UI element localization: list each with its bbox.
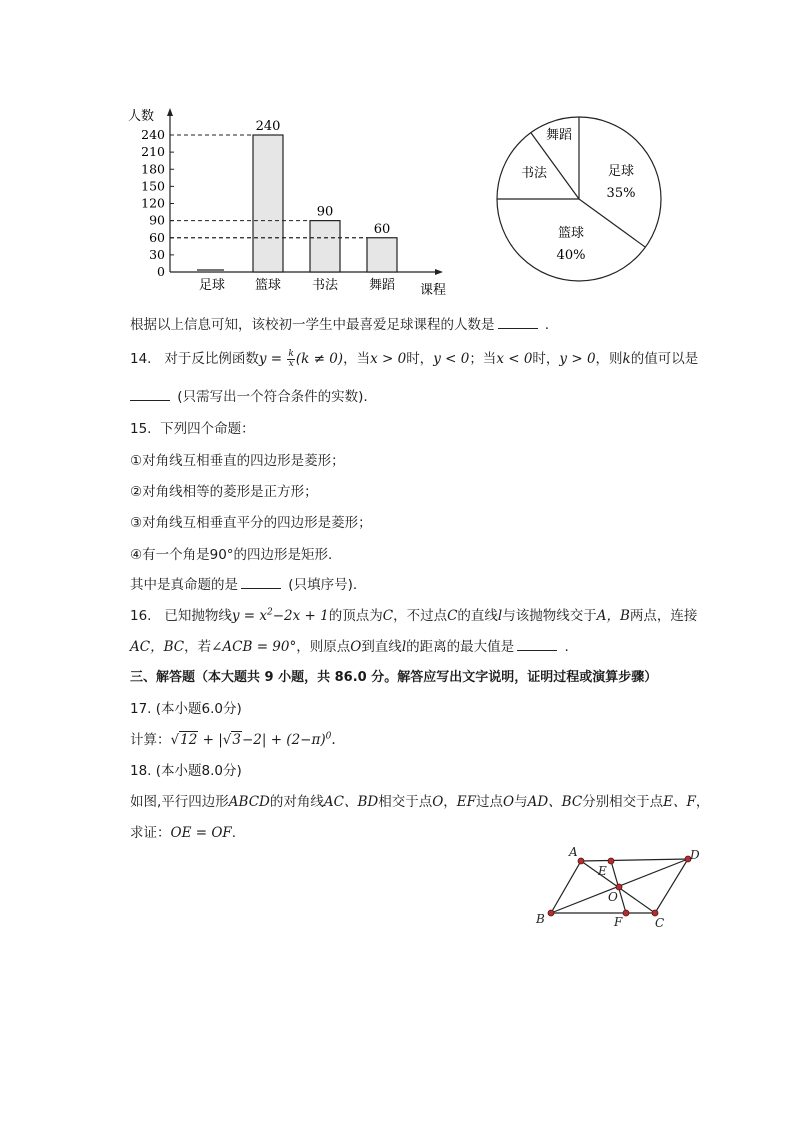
q14-text-e: 时， [532, 351, 560, 367]
label-e: E [598, 864, 607, 878]
q16-l2: l [401, 639, 407, 655]
q16-text-i: 到直线 [361, 639, 402, 655]
q16-AB: A，B [596, 608, 630, 624]
q15-item-4: ④有一个角是90°的四边形是矩形. [130, 547, 333, 563]
q16-text-j: 的距离的最大值是 [406, 639, 515, 655]
bar-ytick-label: 150 [141, 178, 165, 194]
q14-text-g: 的值可以是 [630, 351, 699, 367]
q16-text-f: 两点，连接 [629, 608, 698, 624]
q17-plus-abs: + | [198, 732, 223, 748]
q15-answer-end: (只填序号). [288, 577, 358, 593]
point-a [578, 858, 584, 864]
label-c: C [655, 916, 665, 930]
q16-parabola-exp: 2 [267, 607, 273, 618]
q15-number: 15. [130, 421, 152, 437]
q17-mid: −2| + (2−π) [241, 732, 326, 748]
q14-y-pos: y > 0 [559, 351, 596, 367]
q18-text-e: 与 [514, 794, 528, 810]
bar-ytick-label: 90 [149, 212, 165, 228]
q14-line1: 14. 对于反比例函数y = $\frac{k}{x}$ (k ≠ 0)，当x > 0时，y < 0；当x < 0时，y > 0，则k的值可以是 [130, 348, 699, 369]
section-3-heading: 三、解答题（本大题共 9 小题，共 86.0 分。解答应写出文字说明，证明过程或演算步骤） [130, 670, 658, 685]
q18-AC-BD: AC、BD [323, 794, 379, 810]
q18-text-b: 的对角线 [269, 794, 324, 810]
pie-slice-label: 书法 [520, 166, 548, 181]
q16-parabola-lhs: y = x [231, 608, 267, 624]
q16-C: C [382, 608, 394, 624]
q17-sqrt12: 12 [180, 732, 198, 748]
q18-header: 18. (本小题8.0分) [130, 763, 242, 779]
q14-text-b: ，当 [343, 351, 371, 367]
q16-O: O [350, 639, 362, 655]
pie-slice-percent: 40% [556, 248, 586, 263]
q18-text-a: 如图,平行四边形 [130, 794, 229, 810]
q15-item-2: ②对角线相等的菱形是正方形； [130, 484, 318, 500]
q17-sqrt3: 3 [232, 732, 241, 748]
q18-text-c: 相交于点 [378, 794, 433, 810]
bar-data-label: 90 [316, 204, 334, 220]
q14-x-neg: x < 0 [496, 351, 533, 367]
label-b: B [536, 912, 545, 926]
q17-label: 计算： [130, 732, 171, 748]
q14-y-neg: y < 0 [433, 351, 470, 367]
point-e [608, 858, 614, 864]
q18-O: O [432, 794, 444, 810]
bar-chart-ylabel: 人数 [128, 109, 155, 124]
q18-proof: OE = OF [170, 825, 232, 841]
q18-E-F: E、F [663, 794, 696, 810]
q16-l: l [497, 608, 503, 624]
q15-answer-text: 其中是真命题的是 [130, 577, 238, 593]
q16-text-h: ，则原点 [296, 639, 351, 655]
q14-k-cond: (k ≠ 0) [295, 351, 344, 367]
q17-exp: 0 [325, 731, 332, 742]
q17-expression: 计算：$√12 + |√3-2| + (2-\pi)^0$. [130, 731, 336, 748]
q15-title: 下列四个命题： [160, 421, 255, 437]
q16-angle: ∠ACB = 90° [211, 639, 297, 655]
q14-number: 14. [130, 351, 152, 367]
q18-text-g: 求证： [130, 825, 171, 841]
bar-category-label: 书法 [311, 278, 339, 293]
point-b [548, 910, 554, 916]
bar-category-label: 足球 [198, 278, 226, 293]
q14-text-d: ；当 [469, 351, 497, 367]
q14-line2-text: (只需写出一个符合条件的实数). [177, 389, 368, 405]
q15-item-3: ③对角线互相垂直平分的四边形是菱形； [130, 515, 372, 531]
q16-text-d: 的直线 [457, 608, 498, 624]
q18-O2: O [503, 794, 515, 810]
label-d: D [690, 848, 700, 862]
q17-header: 17. (本小题6.0分) [130, 701, 242, 717]
bar-chart-xlabel: 课程 [420, 283, 447, 298]
q16-ACBC: AC，BC [130, 639, 185, 655]
q14-text-a: 对于反比例函数 [164, 351, 259, 367]
q14-text-c: 时， [406, 351, 434, 367]
label-f: F [614, 915, 623, 929]
q18-text-d: 过点 [476, 794, 504, 810]
q16-text-a: 已知抛物线 [164, 608, 232, 624]
label-o: O [608, 890, 618, 904]
q18-line2: 求证：OE = OF. [130, 825, 237, 841]
bar-data-label: 240 [255, 119, 281, 134]
bar-category-label: 舞蹈 [368, 278, 396, 293]
q16-text-e: 与该抛物线交于 [502, 608, 597, 624]
q14-y: y [258, 351, 267, 367]
bar-ytick-label: 180 [141, 161, 165, 177]
bar-ytick-label: 120 [141, 195, 165, 211]
bar-ytick-label: 60 [149, 229, 165, 245]
bar-ytick-label: 240 [141, 127, 165, 142]
pie-slice-label: 篮球 [557, 226, 585, 241]
q16-text-g: ，若 [184, 639, 212, 655]
point-f [623, 910, 629, 916]
q16-number: 16. [130, 608, 152, 624]
q16-text-b: 的顶点为 [328, 608, 383, 624]
q18-line1: 如图,平行四边形ABCD的对角线AC、BD相交于点O，EF过点O与AD、BC分别相交于点E、F， [130, 794, 710, 810]
q16-text-c: ，不过点 [393, 608, 448, 624]
pie-slice-label: 足球 [607, 164, 635, 179]
pie-slice-label: 舞蹈 [545, 128, 573, 143]
q16-parabola-rhs: −2x + 1 [272, 608, 329, 624]
q14-k: k [622, 351, 631, 367]
q18-ABCD: ABCD [228, 794, 270, 810]
q14-frac-den: x [288, 358, 294, 369]
bar-category-label: 篮球 [254, 278, 282, 293]
pie-slice-percent: 35% [606, 186, 636, 201]
q14-text-f: ，则 [595, 351, 623, 367]
label-a: A [569, 845, 578, 859]
bar-data-label: 60 [373, 221, 391, 237]
q18-text-f: 分别相交于点 [582, 794, 664, 810]
q14-frac-num: k [288, 348, 294, 359]
q16-end: . [564, 639, 569, 655]
q15-item-1: ①对角线互相垂直的四边形是菱形； [130, 453, 345, 469]
q18-AD-BC: AD、BC [527, 794, 583, 810]
q13-text: 根据以上信息可知，该校初一学生中最喜爱足球课程的人数是 [130, 317, 495, 333]
q13-end: . [544, 317, 550, 333]
q18-EF: EF [456, 794, 477, 810]
bar-ytick-label: 0 [157, 264, 165, 279]
bar-ytick-label: 210 [141, 144, 165, 160]
q16-C2: C [447, 608, 458, 624]
bar-ytick-label: 30 [149, 246, 165, 262]
q14-x-pos: x > 0 [370, 351, 407, 367]
